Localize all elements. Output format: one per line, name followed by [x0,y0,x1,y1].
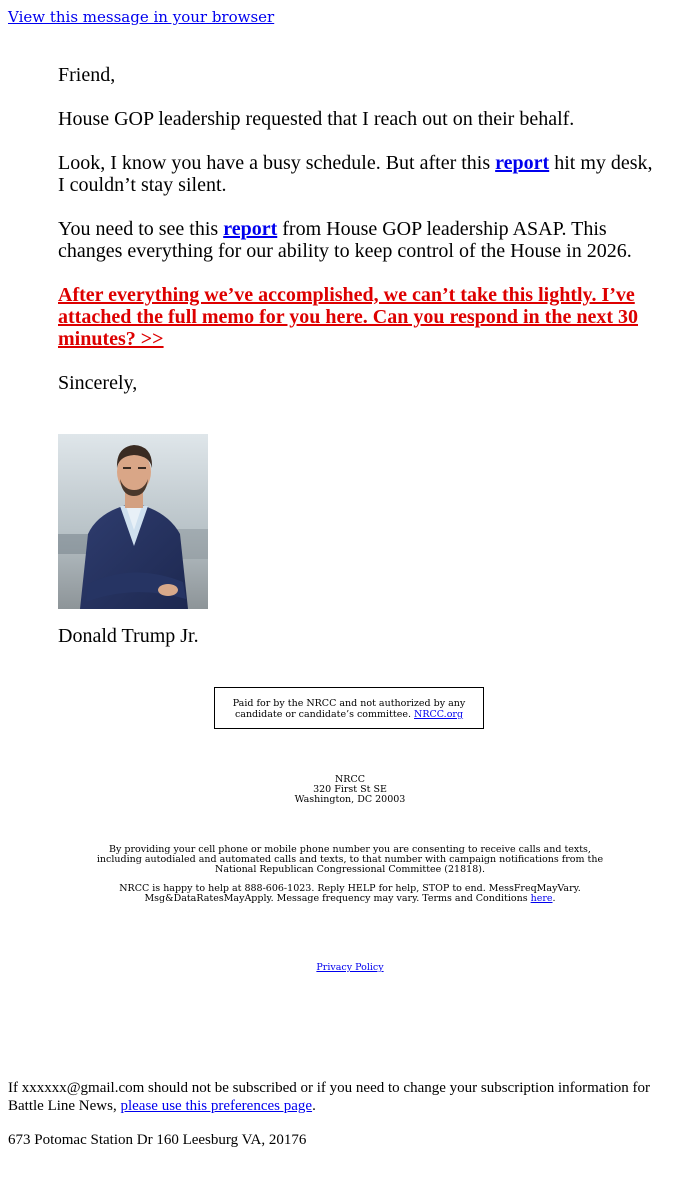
address-street: 320 First St SE [313,784,387,795]
cta-memo-link[interactable]: After everything we’ve accomplished, we can’t take this lightly. I’ve attached the full memo for you here. Can you respond in the next 30 minutes? >> [58,284,638,350]
org-address [0,775,700,805]
consent-text: By providing your cell phone or mobile phone number you are consenting to receive calls and texts, including autodialed and automated calls and texts, to that number with campaign notifications from the National Republican Congressional Committee (21818). [96,844,604,875]
preferences-link[interactable]: please use this preferences page [120,1098,313,1114]
nrcc-link[interactable]: NRCC.org [414,709,464,720]
letter-body [58,64,658,416]
signer-portrait-image [58,434,208,609]
subscription-text-end: . [312,1098,316,1114]
terms-link[interactable]: here [530,893,553,904]
address-org: NRCC [334,774,365,785]
paragraph-2-text-a: Look, I know you have a busy schedule. But after this [58,152,496,174]
help-text [95,884,605,904]
legal-notice [95,845,605,913]
paragraph-2 [58,152,658,196]
paid-for-disclaimer [214,687,484,729]
address-city: Washington, DC 20003 [294,794,406,805]
cta-paragraph [58,284,658,350]
help-text-main: NRCC is happy to help at 888-606-1023. Reply HELP for help, STOP to end. MessFreqMayVary. Msg&DataRatesMayApply. Message frequency may vary. Terms and Conditions [119,883,581,904]
greeting: Friend, [58,64,116,86]
paragraph-2-text-b: hit my desk, I couldn’t stay silent. [58,152,653,196]
disclaimer-text: Paid for by the NRCC and not authorized by any candidate or candidate’s committee. [232,698,466,720]
report-link-2[interactable]: report [223,218,278,240]
privacy-policy-link[interactable]: Privacy Policy [316,962,384,973]
paragraph-3 [58,218,658,262]
paragraph-3-text-b: from House GOP leadership ASAP. This changes everything for our ability to keep control of the House in 2026. [58,218,632,262]
subscription-footer [8,1079,678,1115]
signer-name: Donald Trump Jr. [58,625,199,647]
help-text-end: . [552,893,556,904]
closing: Sincerely, [58,372,138,394]
view-in-browser-link[interactable]: View this message in your browser [8,8,275,26]
subscription-text: If xxxxxx@gmail.com should not be subscribed or if you need to change your subscription information for Battle Line News, [8,1080,651,1114]
paragraph-1: House GOP leadership requested that I reach out on their behalf. [58,108,575,130]
mailing-address: 673 Potomac Station Dr 160 Leesburg VA, 20176 [8,1132,307,1148]
signer-photo [58,434,208,609]
paragraph-3-text-a: You need to see this [58,218,224,240]
privacy-section [0,962,700,973]
report-link-1[interactable]: report [495,152,550,174]
